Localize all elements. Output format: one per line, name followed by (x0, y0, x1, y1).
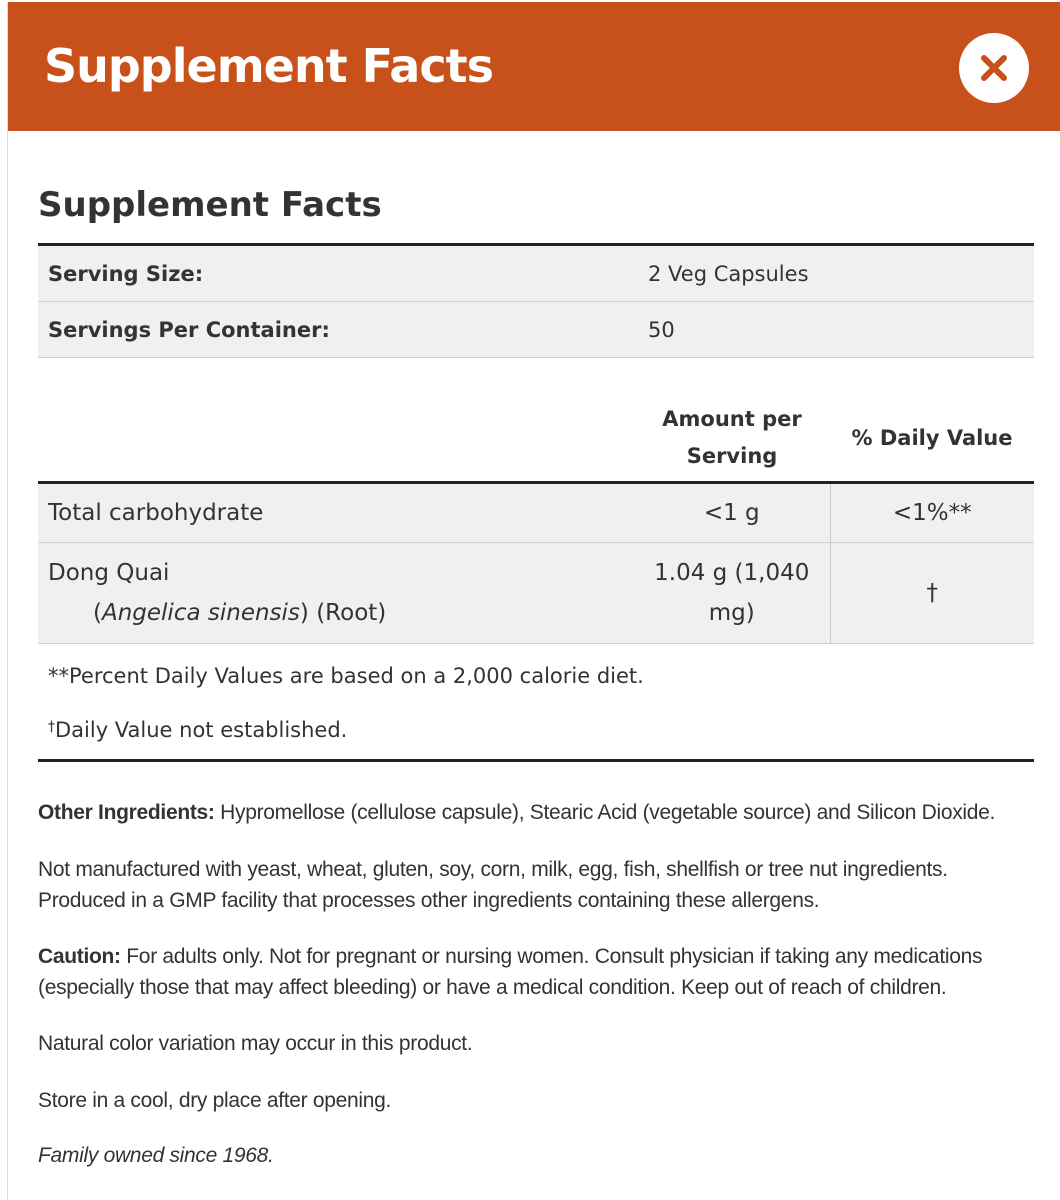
serving-size-label: Serving Size: (38, 245, 638, 302)
amount-header: Amount per Serving (634, 397, 830, 483)
dagger-mark: † (48, 719, 55, 735)
allergen-statement (38, 854, 1038, 916)
servings-per-container-row (38, 302, 1034, 358)
nutrient-name: Total carbohydrate (38, 483, 634, 543)
storage-note: Store in a cool, dry place after opening. (38, 1089, 392, 1112)
close-button[interactable] (959, 33, 1029, 103)
caution-statement (38, 941, 1038, 1003)
other-ingredients (38, 797, 1038, 828)
footnotes (38, 647, 1034, 762)
latin-close: ) (Root) (299, 600, 387, 626)
caution-line-2: (especially those that may affect bleeding) or have a medical condition. Keep out of reach of children. (38, 976, 947, 999)
modal-header (8, 2, 1060, 131)
other-ingredients-label: Other Ingredients: (38, 801, 215, 824)
serving-table (38, 243, 1034, 358)
supplement-facts-modal (7, 2, 1060, 1200)
color-variation-note: Natural color variation may occur in this product. (38, 1032, 473, 1055)
allergen-line-1: Not manufactured with yeast, wheat, gluten, soy, corn, milk, egg, fish, shellfish or tree nut ingredients. (38, 858, 948, 881)
servings-per-container-value: 50 (638, 302, 1034, 358)
nutrient-name-cell (38, 543, 634, 644)
serving-size-row (38, 245, 1034, 302)
close-x-icon (978, 52, 1010, 84)
nutrient-name: Dong Quai (48, 560, 170, 586)
caution-line-1-wrap (38, 941, 1038, 972)
facts-heading: Supplement Facts (38, 185, 382, 225)
caution-label: Caution: (38, 945, 121, 968)
footnote-text: Daily Value not established. (55, 718, 348, 742)
latin-species: Angelica sinensis (101, 600, 300, 626)
modal-title: Supplement Facts (44, 39, 493, 93)
caution-line-1: For adults only. Not for pregnant or nursing women. Consult physician if taking any medications (120, 945, 983, 968)
nutrient-header-row (38, 397, 1034, 483)
nutrient-latin-name (48, 593, 624, 633)
nutrient-amount: 1.04 g (1,040 mg) (634, 543, 830, 644)
servings-per-container-label: Servings Per Container: (38, 302, 638, 358)
nutrient-daily-value: <1%** (830, 483, 1034, 543)
nutrient-table (38, 397, 1034, 644)
family-owned-note: Family owned since 1968. (38, 1144, 274, 1167)
other-ingredients-text: Hypromellose (cellulose capsule), Stearic Acid (vegetable source) and Silicon Dioxide. (214, 801, 996, 824)
daily-value-header: % Daily Value (830, 397, 1034, 483)
table-row (38, 543, 1034, 644)
footnote-not-established (48, 718, 347, 742)
nutrient-name-header (38, 397, 634, 483)
serving-size-value: 2 Veg Capsules (638, 245, 1034, 302)
allergen-line-2: Produced in a GMP facility that processes other ingredients containing these allergens. (38, 889, 820, 912)
footnote-daily-values: **Percent Daily Values are based on a 2,000 calorie diet. (48, 664, 644, 688)
nutrient-amount: <1 g (634, 483, 830, 543)
table-row (38, 483, 1034, 543)
nutrient-daily-value: † (830, 543, 1034, 644)
latin-open: ( (93, 600, 102, 626)
